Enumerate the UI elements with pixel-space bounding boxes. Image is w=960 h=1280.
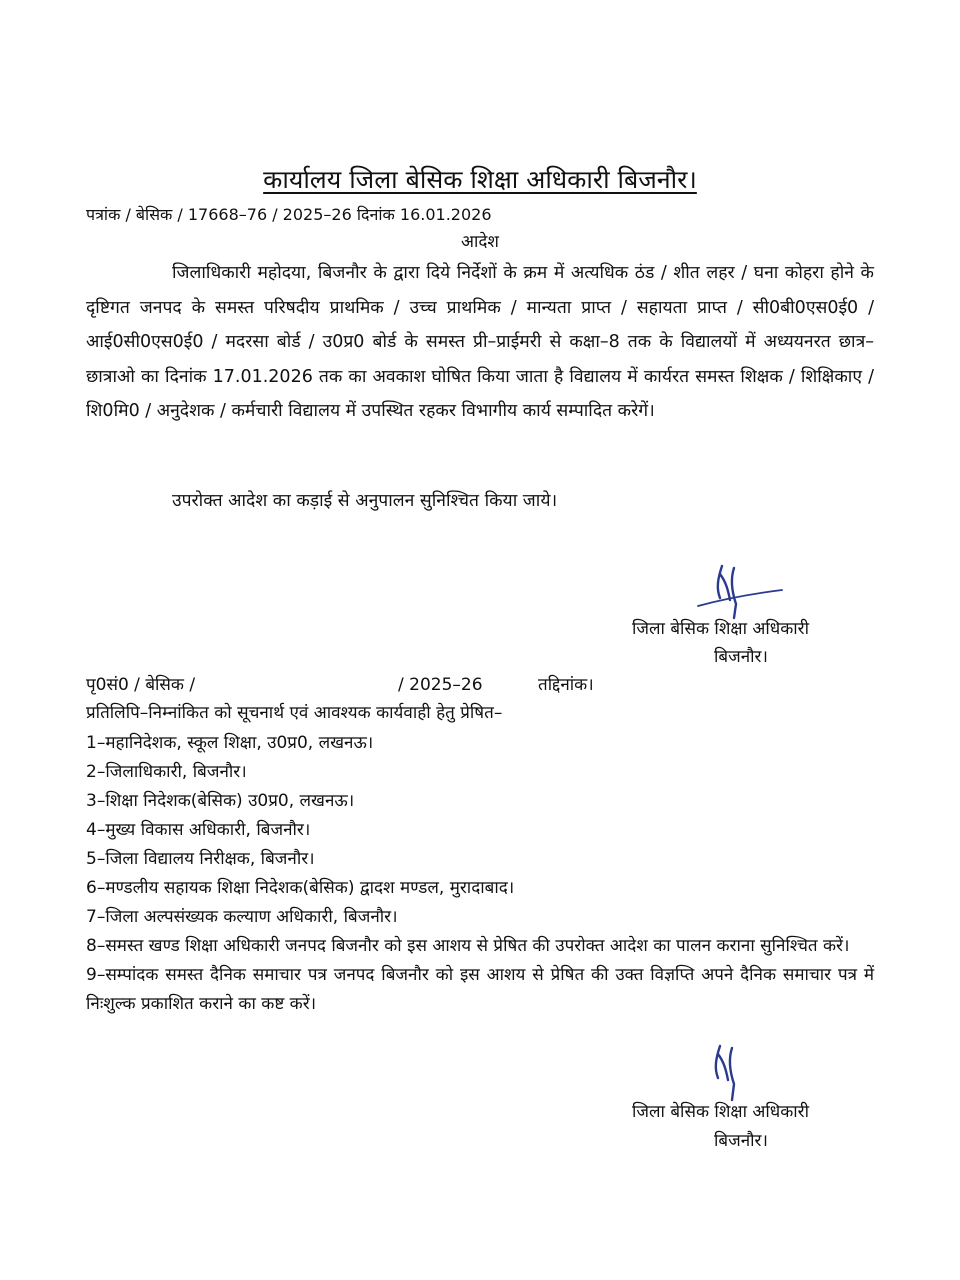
recipient-list xyxy=(86,729,874,1019)
signature-place-1: बिजनौर। xyxy=(714,647,768,667)
endorsement-number-suffix: / 2025–26 xyxy=(398,675,483,695)
office-heading-text: कार्यालय जिला बेसिक शिक्षा अधिकारी बिजनौर। xyxy=(263,165,697,194)
signature-block-2 xyxy=(560,1040,880,1160)
endorsement-line xyxy=(86,673,886,699)
signature-place-2: बिजनौर। xyxy=(714,1131,768,1151)
recipient-item: 2–जिलाधिकारी, बिजनौर। xyxy=(86,762,247,782)
endorsement-number-prefix: पृ0सं0 / बेसिक / xyxy=(86,675,196,695)
signature-mark-2 xyxy=(690,1040,790,1102)
recipient-item: 8–समस्त खण्ड शिक्षा अधिकारी जनपद बिजनौर को इस आशय से प्रेषित की उपरोक्त आदेश का पालन कराना सुनिश्चित करें। xyxy=(86,936,850,956)
recipient-item: 1–महानिदेशक, स्कूल शिक्षा, उ0प्र0, लखनऊ। xyxy=(86,733,374,753)
signature-block-1 xyxy=(560,560,880,670)
reference-line: पत्रांक / बेसिक / 17668–76 / 2025–26 दिनांक 16.01.2026 xyxy=(86,205,492,224)
endorsement-date: तद्दिनांक। xyxy=(538,675,594,695)
recipient-item: 9–सम्पांदक समस्त दैनिक समाचार पत्र जनपद बिजनौर को इस आशय से प्रेषित की उक्त विज्ञप्ति अपने दैनिक समाचार पत्र में निःशुल्क प्रकाशित कराने का कष्ट करें। xyxy=(86,965,874,1014)
office-heading xyxy=(0,162,960,198)
recipient-item: 3–शिक्षा निदेशक(बेसिक) उ0प्र0, लखनऊ। xyxy=(86,791,355,811)
recipient-item: 7–जिला अल्पसंख्यक कल्याण अधिकारी, बिजनौर। xyxy=(86,907,398,927)
recipient-item: 5–जिला विद्यालय निरीक्षक, बिजनौर। xyxy=(86,849,315,869)
recipient-item: 4–मुख्य विकास अधिकारी, बिजनौर। xyxy=(86,820,311,840)
order-paragraph-compliance: उपरोक्त आदेश का कड़ाई से अनुपालन सुनिश्चित किया जाये। xyxy=(172,491,558,511)
signature-title-1: जिला बेसिक शिक्षा अधिकारी xyxy=(632,619,810,639)
order-paragraph-main: जिलाधिकारी महोदया, बिजनौर के द्वारा दिये निर्देशों के क्रम में अत्यधिक ठंड / शीत लहर / घना कोहरा होने के दृष्टिगत जनपद के समस्त परिषदीय प्राथमिक / उच्च प्राथमिक / मान्यता प्राप्त / सहायता प्राप्त / सी0बी0एस0ई0 / आई0सी0एस0ई0 / मदरसा बोर्ड / उ0प्र0 बोर्ड के समस्त प्री–प्राईमरी से कक्षा–8 तक के विद्यालयों में अध्ययनरत छात्र–छात्राओ का दिनांक 17.01.2026 तक का अवकाश घोषित किया जाता है विद्यालय में कार्यरत समस्त शिक्षक / शिक्षिकाए / शि0मि0 / अनुदेशक / कर्मचारी विद्यालय में उपस्थित रहकर विभागीय कार्य सम्पादित करेगें। xyxy=(86,263,874,421)
signature-title-2: जिला बेसिक शिक्षा अधिकारी xyxy=(632,1102,810,1122)
copy-intro: प्रतिलिपि–निम्नांकित को सूचनार्थ एवं आवश्यक कार्यवाही हेतु प्रेषित– xyxy=(86,703,503,723)
recipient-item: 6–मण्डलीय सहायक शिक्षा निदेशक(बेसिक) द्वादश मण्डल, मुरादाबाद। xyxy=(86,878,515,898)
signature-mark-1 xyxy=(690,560,790,620)
order-title: आदेश xyxy=(461,232,499,252)
